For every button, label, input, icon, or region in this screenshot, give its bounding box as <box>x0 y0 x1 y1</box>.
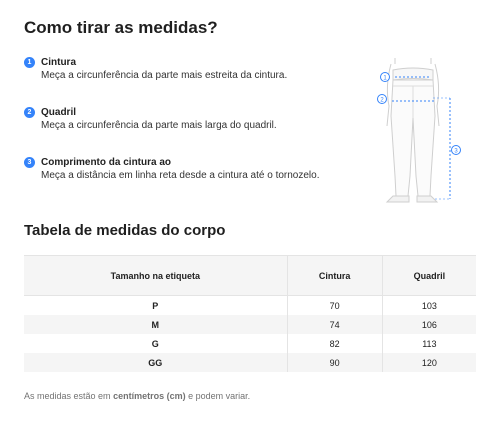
size-table-title: Tabela de medidas do corpo <box>24 222 226 239</box>
step-description: Meça a distância em linha reta desde a cintura até o tornozelo. <box>41 170 320 181</box>
step-hip <box>24 106 364 133</box>
size-label: P <box>152 300 159 311</box>
waist-value: 82 <box>287 334 382 353</box>
step-title: Cintura <box>41 57 76 68</box>
step-number-badge: 1 <box>24 57 35 68</box>
column-header-waist: Cintura <box>287 256 382 296</box>
waist-value: 74 <box>287 315 382 334</box>
table-row <box>24 334 476 353</box>
pants-measurement-illustration <box>375 56 470 212</box>
column-header-size: Tamanho na etiqueta <box>24 256 287 296</box>
table-header-row <box>24 256 476 296</box>
pants-figure-icon <box>375 56 470 212</box>
hip-value: 106 <box>382 315 476 334</box>
step-description: Meça a circunferência da parte mais estreita da cintura. <box>41 70 288 81</box>
hip-value: 120 <box>382 353 476 372</box>
size-table <box>24 255 476 372</box>
step-title: Quadril <box>41 107 77 118</box>
step-waist <box>24 56 364 83</box>
step-length <box>24 156 364 183</box>
table-row <box>24 353 476 372</box>
marker-1: 1 <box>383 75 387 82</box>
step-number-badge: 3 <box>24 157 35 168</box>
hip-value: 113 <box>382 334 476 353</box>
marker-2: 2 <box>380 97 384 104</box>
table-row <box>24 315 476 334</box>
measurement-steps <box>24 56 364 183</box>
footnote-text-end: e podem variar. <box>188 391 251 401</box>
page-title: Como tirar as medidas? <box>24 18 218 37</box>
hip-value: 103 <box>382 296 476 316</box>
footnote-unit: centímetros (cm) <box>113 391 186 401</box>
footnote-text: As medidas estão em <box>24 391 111 401</box>
size-label: GG <box>24 353 287 372</box>
units-footnote <box>24 391 250 401</box>
step-title: Comprimento da cintura ao <box>41 157 172 168</box>
column-header-hip: Quadril <box>382 256 476 296</box>
waist-value: 70 <box>287 296 382 316</box>
size-label: M <box>24 315 287 334</box>
step-description: Meça a circunferência da parte mais larga do quadril. <box>41 120 277 131</box>
marker-3: 3 <box>454 148 458 155</box>
step-number-badge: 2 <box>24 107 35 118</box>
waist-value: 90 <box>287 353 382 372</box>
table-row <box>24 296 476 316</box>
size-label: G <box>151 338 159 349</box>
